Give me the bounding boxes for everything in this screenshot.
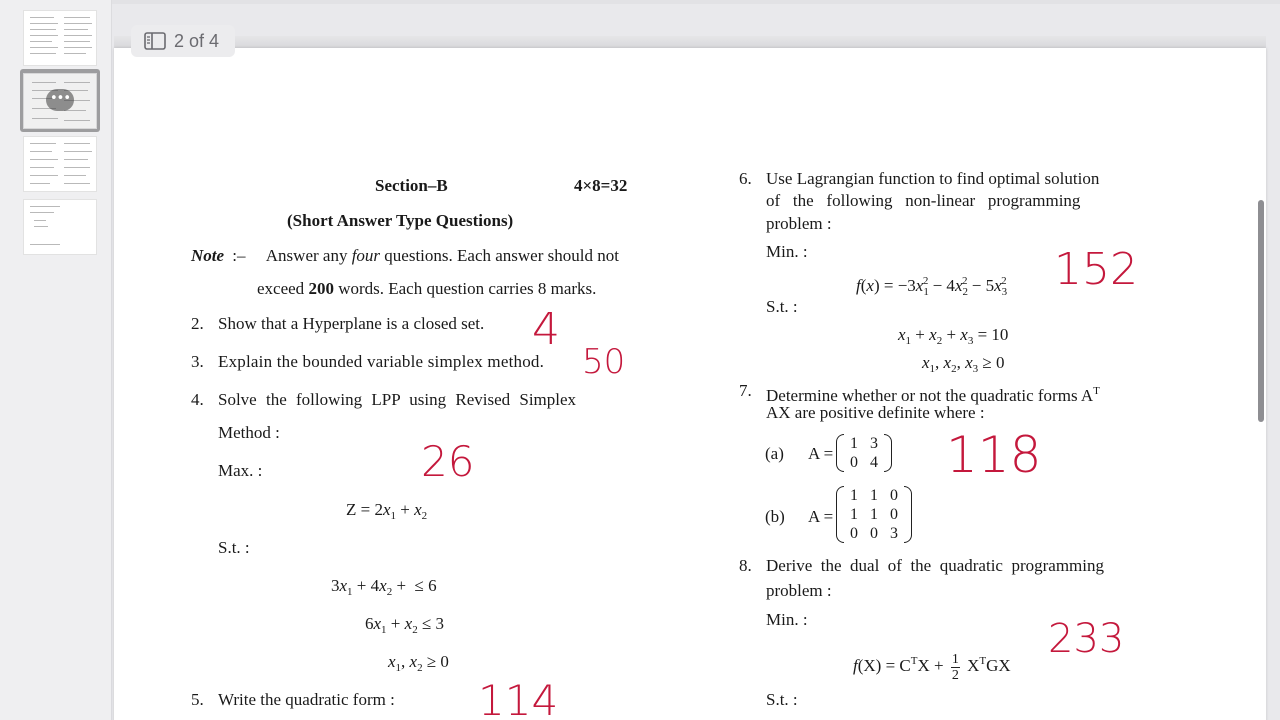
page-indicator[interactable] <box>131 25 235 57</box>
question-7-line-1: Determine whether or not the quadratic forms $A^T$ <box>766 385 1100 405</box>
question-8-min: Min. : <box>766 610 808 629</box>
page-thumbnail-1[interactable] <box>23 10 97 66</box>
note-line-2: exceed 200 words. Each question carries 8 marks. <box>257 279 597 298</box>
question-5-text: Write the quadratic form : <box>218 690 395 709</box>
matrix-a-label: A = <box>808 444 834 463</box>
matrix-b: 1 1 0 1 1 0 0 0 3 <box>836 486 912 543</box>
handwritten-mark-q7: 118 <box>946 426 1042 484</box>
handwritten-mark-q6: 152 <box>1054 244 1138 295</box>
question-8-number: 8. <box>739 556 752 575</box>
question-8-line-1: Derive the dual of the quadratic programming <box>766 556 1104 575</box>
question-7-number: 7. <box>739 381 752 400</box>
note-line-1: Note :– Answer any four questions. Each answer should not <box>191 246 619 265</box>
question-7a-label: (a) <box>765 444 784 463</box>
q4-constraint-3: $x_1$, $x_2 \ge 0$ <box>388 652 449 674</box>
q4-constraint-1: $3x_1 + 4x_2$ + ≤ 6 <box>331 576 437 598</box>
handwritten-mark-q3: 50 <box>582 342 626 382</box>
question-6-st: S.t. : <box>766 297 798 316</box>
page-thumbnail-3[interactable] <box>23 136 97 192</box>
handwritten-mark-q8: 233 <box>1048 616 1125 662</box>
question-6-line-2: of the following non-linear programming <box>766 191 1081 210</box>
question-4-max: Max. : <box>218 461 263 480</box>
question-3-number: 3. <box>191 352 204 371</box>
section-title: Section–B <box>375 176 448 195</box>
matrix-b-label: A = <box>808 507 834 526</box>
question-6-line-3: problem : <box>766 214 832 233</box>
more-options-button[interactable]: ••• <box>46 89 74 111</box>
section-marks: 4×8=32 <box>574 176 628 195</box>
question-7b-label: (b) <box>765 507 785 526</box>
question-7-line-2: AX are positive definite where : <box>766 403 985 422</box>
q8-objective: $f(X) = C^TX$ + $\frac{1}{2} X^TGX$ <box>853 651 1011 683</box>
q4-objective: $Z = 2x_1 + x_2$ <box>346 500 428 522</box>
q4-constraint-2: $6x_1 + x_2 \le 3$ <box>365 614 445 636</box>
question-8-line-2: problem : <box>766 581 832 600</box>
question-6-line-1: Use Lagrangian function to find optimal solution <box>766 169 1100 188</box>
q6-constraint-2: $x_1$, $x_2$, $x_3 \ge 0$ <box>922 353 1005 375</box>
question-3-text: Explain the bounded variable simplex method. <box>218 352 545 371</box>
handwritten-mark-q4: 26 <box>421 437 475 486</box>
question-2-text: Show that a Hyperplane is a closed set. <box>218 314 485 333</box>
question-4-text: Solve the following LPP using Revised Simplex <box>218 390 577 409</box>
section-subtitle: (Short Answer Type Questions) <box>287 211 514 230</box>
page-thumbnail-4[interactable] <box>23 199 97 255</box>
page-indicator-text: 2 of 4 <box>174 30 220 51</box>
handwritten-mark-q5: 114 <box>478 676 559 720</box>
handwritten-mark-q2: 4 <box>532 304 560 355</box>
vertical-scrollbar[interactable] <box>1258 200 1264 422</box>
question-4-st: S.t. : <box>218 538 250 557</box>
question-4-text-2: Method : <box>218 423 280 442</box>
question-2-number: 2. <box>191 314 204 333</box>
question-6-min: Min. : <box>766 242 808 261</box>
q6-constraint-1: $x_1 + x_2 + x_3 = 10$ <box>898 325 1009 347</box>
question-6-number: 6. <box>739 169 752 188</box>
question-8-st: S.t. : <box>766 690 798 709</box>
sidebar-toggle-icon <box>144 32 166 50</box>
question-5-number: 5. <box>191 690 204 709</box>
q6-objective: $f(x) = -3x_1^2 - 4x_2^2 - 5x_3^2$ <box>856 275 1008 298</box>
page-top-edge <box>114 36 1266 48</box>
matrix-a: 1 3 0 4 <box>836 434 892 472</box>
question-4-number: 4. <box>191 390 204 409</box>
